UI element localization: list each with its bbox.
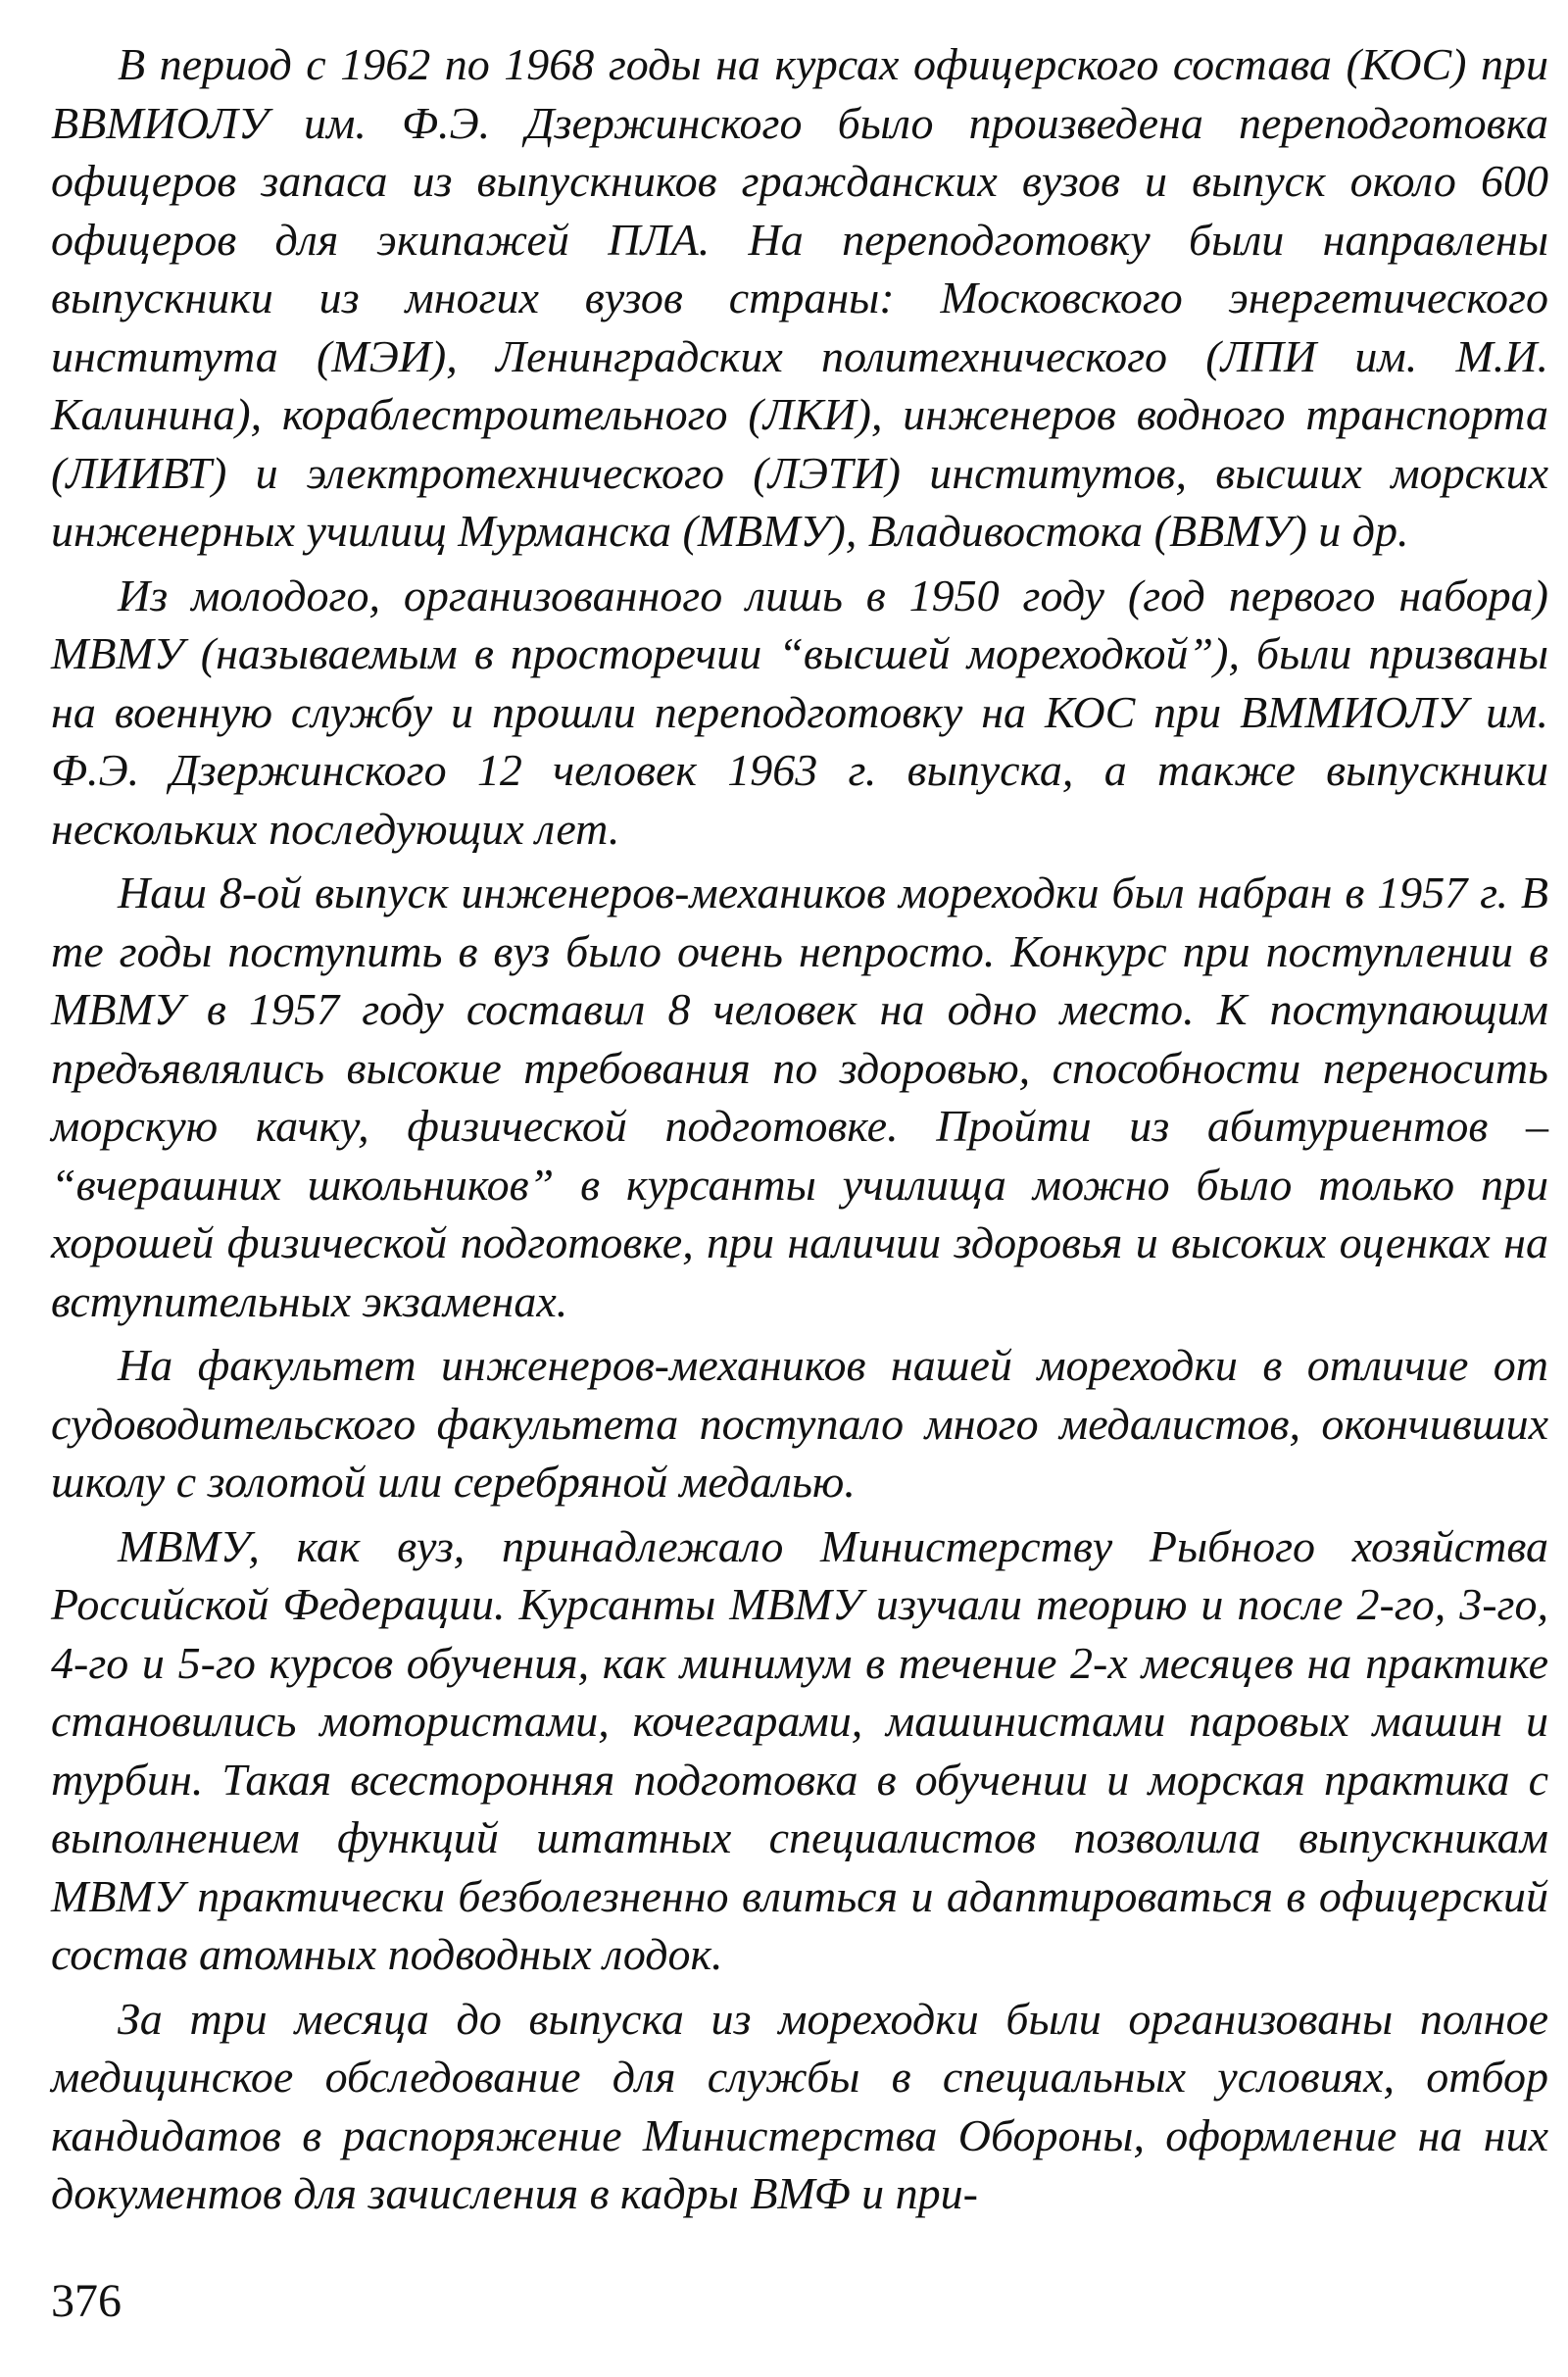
paragraph-3: Наш 8-ой выпуск инженеров-механиков мореходки был набран в 1957 г. В те годы поступить в вуз было очень непросто. Конкурс при поступлении в МВМУ в 1957 году составил 8 человек на одно место. К поступающим предъявлялись высокие требования по здоровью, способности переносить морскую качку, физической подготовке. Пройти из абитуриентов – “вчерашних школьников” в курсанты училища можно было только при хорошей физической подготовке, при наличии здоровья и высоких оценках на вступительных экзаменах. <box>51 867 1548 1326</box>
paragraph-1: В период с 1962 по 1968 годы на курсах офицерского состава (КОС) при ВВМИОЛУ им. Ф.Э. Дзержинского было произведена переподготовка офицеров запаса из выпускников гражданских вузов и выпуск около 600 офицеров для экипажей ПЛА. На переподготовку были направлены выпускники из многих вузов страны: Московского энергетического института (МЭИ), Ленинградских политехнического (ЛПИ им. М.И. Калинина), кораблестроительного (ЛКИ), инженеров водного транспорта (ЛИИВТ) и электротехнического (ЛЭТИ) институтов, высших морских инженерных училищ Мурманска (МВМУ), Владивостока (ВВМУ) и др. <box>51 39 1548 556</box>
paragraph-6: За три месяца до выпуска из мореходки были организованы полное медицинское обследование для службы в специальных условиях, отбор кандидатов в распоряжение Министерства Обороны, оформление на них документов для зачисления в кадры ВМФ и при- <box>51 1993 1548 2218</box>
paragraph-2: Из молодого, организованного лишь в 1950 году (год первого набора) МВМУ (называемым в просторечии “высшей мореходкой”), были призваны на военную службу и прошли переподготовку на КОС при ВММИОЛУ им. Ф.Э. Дзержинского 12 человек 1963 г. выпуска, а также выпускники нескольких последующих лет. <box>51 569 1548 854</box>
page-number: 376 <box>51 2275 122 2327</box>
page-body <box>51 35 1548 2329</box>
paragraph-5: МВМУ, как вуз, принадлежало Министерству Рыбного хозяйства Российской Федерации. Курсанты МВМУ изучали теорию и после 2-го, 3-го, 4-го и 5-го курсов обучения, как минимум в течение 2-х месяцев на практике становились мотористами, кочегарами, машинистами паровых машин и турбин. Такая всесторонняя подготовка в обучении и морская практика с выполнением функций штатных специалистов позволила выпускникам МВМУ практически безболезненно влиться и адаптироваться в офицерский состав атомных подводных лодок. <box>51 1520 1548 1979</box>
paragraph-4: На факультет инженеров-механиков нашей мореходки в отличие от судоводительского факультета поступало много медалистов, окончивших школу с золотой или серебряной медалью. <box>51 1340 1548 1507</box>
